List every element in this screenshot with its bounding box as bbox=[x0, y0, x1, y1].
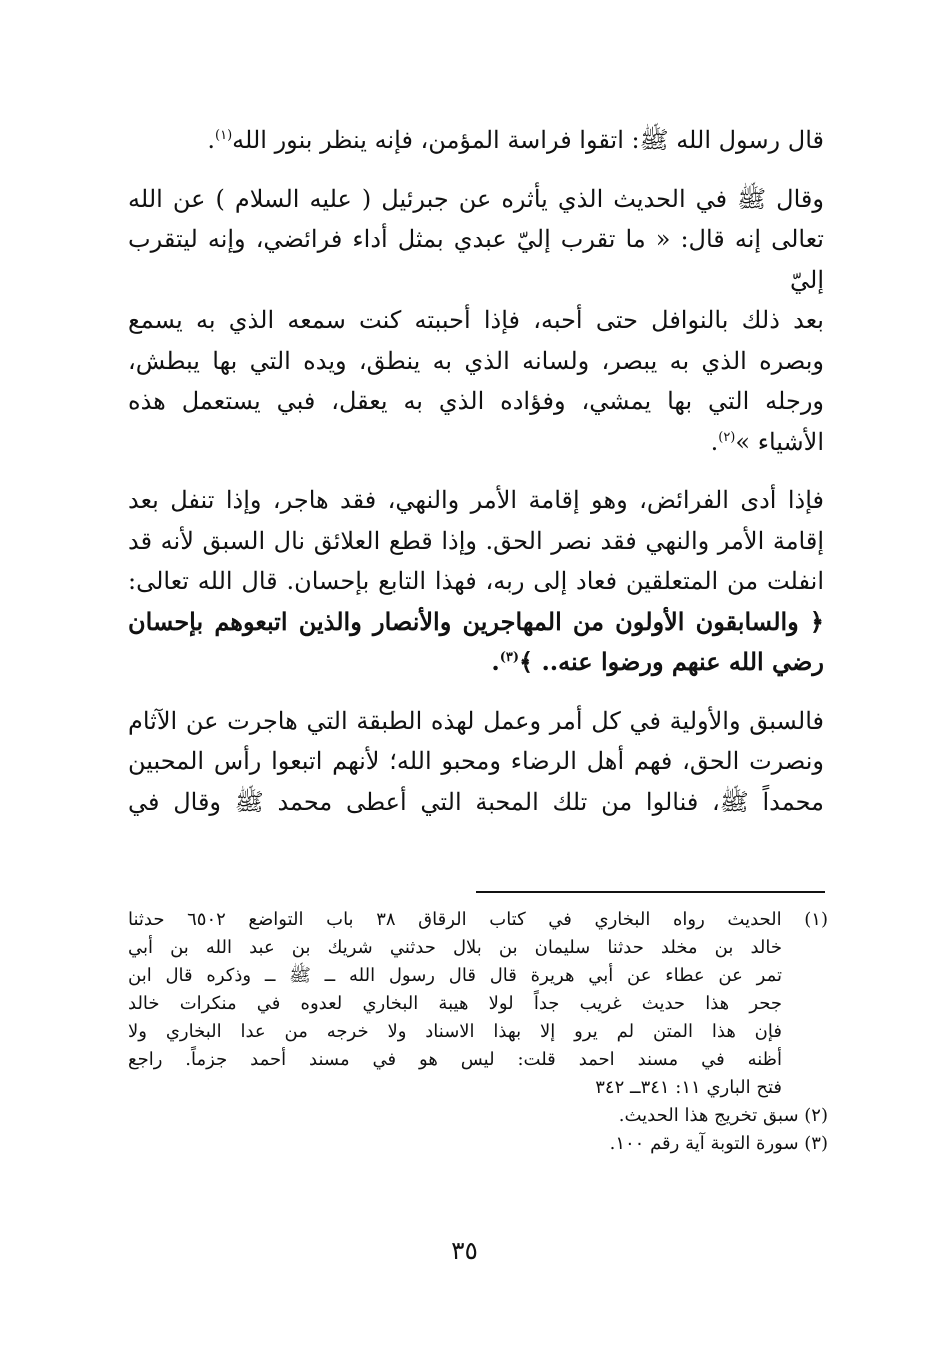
footnotes bbox=[128, 906, 828, 1158]
text-line: انفلت من المتعلقين فعاد إلى ربه، فهذا التابع بإحسان. قال الله تعالى: bbox=[128, 567, 824, 595]
paragraph-4 bbox=[128, 701, 824, 823]
footnote-3 bbox=[128, 1130, 828, 1158]
footnote-ref[interactable]: (٢) bbox=[718, 429, 736, 445]
quran-verse-line: ﴿ والسابقون الأولون من المهاجرين والأنصار والذين اتبعوهم بإحسان bbox=[128, 606, 824, 636]
text-line: محمداً ﷺ، فنالوا من تلك المحبة التي أعطى محمد ﷺ وقال في bbox=[128, 787, 824, 816]
text-line: تعالى إنه قال: « ما تقرب إليّ عبدي بمثل أداء فرائضي، وإنه ليتقرب إليّ bbox=[128, 225, 824, 294]
footnote-line: فتح الباري ١١: ٣٤١ــ ٣٤٢ bbox=[595, 1077, 782, 1098]
text-line: بعد ذلك بالنوافل حتى أحبه، فإذا أحببته كنت سمعه الذي به يسمع bbox=[128, 306, 824, 334]
footnote-1 bbox=[128, 906, 828, 1102]
text-line: فإذا أدى الفرائض، وهو إقامة الأمر والنهي، فقد هاجر، وإذا تنفل بعد bbox=[128, 486, 824, 514]
footnote-line: أظنه في مسند احمد قلت: ليس هو في مسند أحمد جزماً. راجع bbox=[128, 1049, 782, 1070]
page-number: ٣٥ bbox=[451, 1236, 478, 1265]
footnote-line: تمر عن عطاء عن أبي هريرة قال قال رسول الله ــ ﷺ ــ وذكره قال ابن bbox=[128, 965, 782, 986]
main-text bbox=[128, 120, 824, 840]
text-line: إقامة الأمر والنهي فقد نصر الحق. وإذا قطع العلائق نال السبق لأنه قد bbox=[128, 526, 824, 555]
footnote-line: جحر هذا حديث غريب جداً لولا هيبة البخاري لعدوه في منكرات خالد bbox=[128, 993, 782, 1014]
footnote-line: (٢) سبق تخريج هذا الحديث. bbox=[618, 1105, 828, 1126]
text-line: ونصرت الحق، فهم أهل الرضاء ومحبو الله؛ لأنهم اتبعوا رأس المحبين bbox=[128, 747, 824, 775]
paragraph-2 bbox=[128, 179, 824, 463]
text-line: وقال ﷺ في الحديث الذي يأثره عن جبرئيل ( عليه السلام ) عن الله bbox=[128, 184, 824, 213]
paragraph-1 bbox=[128, 120, 824, 161]
text-line: الأشياء »$^{(٢)}$. bbox=[710, 427, 824, 456]
paragraph-3 bbox=[128, 480, 824, 683]
quran-verse-line: رضي الله عنهم ورضوا عنه.. ﴾$^{(٣)}$. bbox=[491, 647, 824, 676]
footnote-line: (٣) سورة التوبة آية رقم ١٠٠. bbox=[609, 1133, 828, 1154]
footnote-line: (١) الحديث رواه البخاري في كتاب الرقاق ٣٨ باب التواضع ٦٥٠٢ حدثنا bbox=[128, 909, 828, 930]
text-line: قال رسول الله ﷺ: اتقوا فراسة المؤمن، فإنه ينظر بنور الله$^{(١)}$. bbox=[207, 126, 824, 154]
footnote-line: فإن هذا المتن لم يرو إلا بهذا الاسناد ولا خرجه من عدا البخاري ولا bbox=[128, 1021, 782, 1042]
footnote-separator bbox=[476, 891, 825, 893]
text-line: ورجله التي بها يمشي، وفؤاده الذي به يعقل، فبي يستعمل هذه bbox=[128, 387, 824, 415]
footnote-2 bbox=[128, 1102, 828, 1130]
text-line: فالسبق والأولية في كل أمر وعمل لهذه الطبقة التي هاجرت عن الآثام bbox=[128, 706, 824, 735]
footnote-line: خالد بن مخلد حدثنا سليمان بن بلال حدثني شريك بن عبد الله بن أبي bbox=[128, 937, 782, 958]
text-line: وبصره الذي به يبصر، ولسانه الذي به ينطق، ويده التي بها يبطش، bbox=[128, 346, 824, 375]
footnote-ref[interactable]: (١) bbox=[215, 128, 233, 143]
footnote-ref[interactable]: (٣) bbox=[499, 650, 520, 665]
